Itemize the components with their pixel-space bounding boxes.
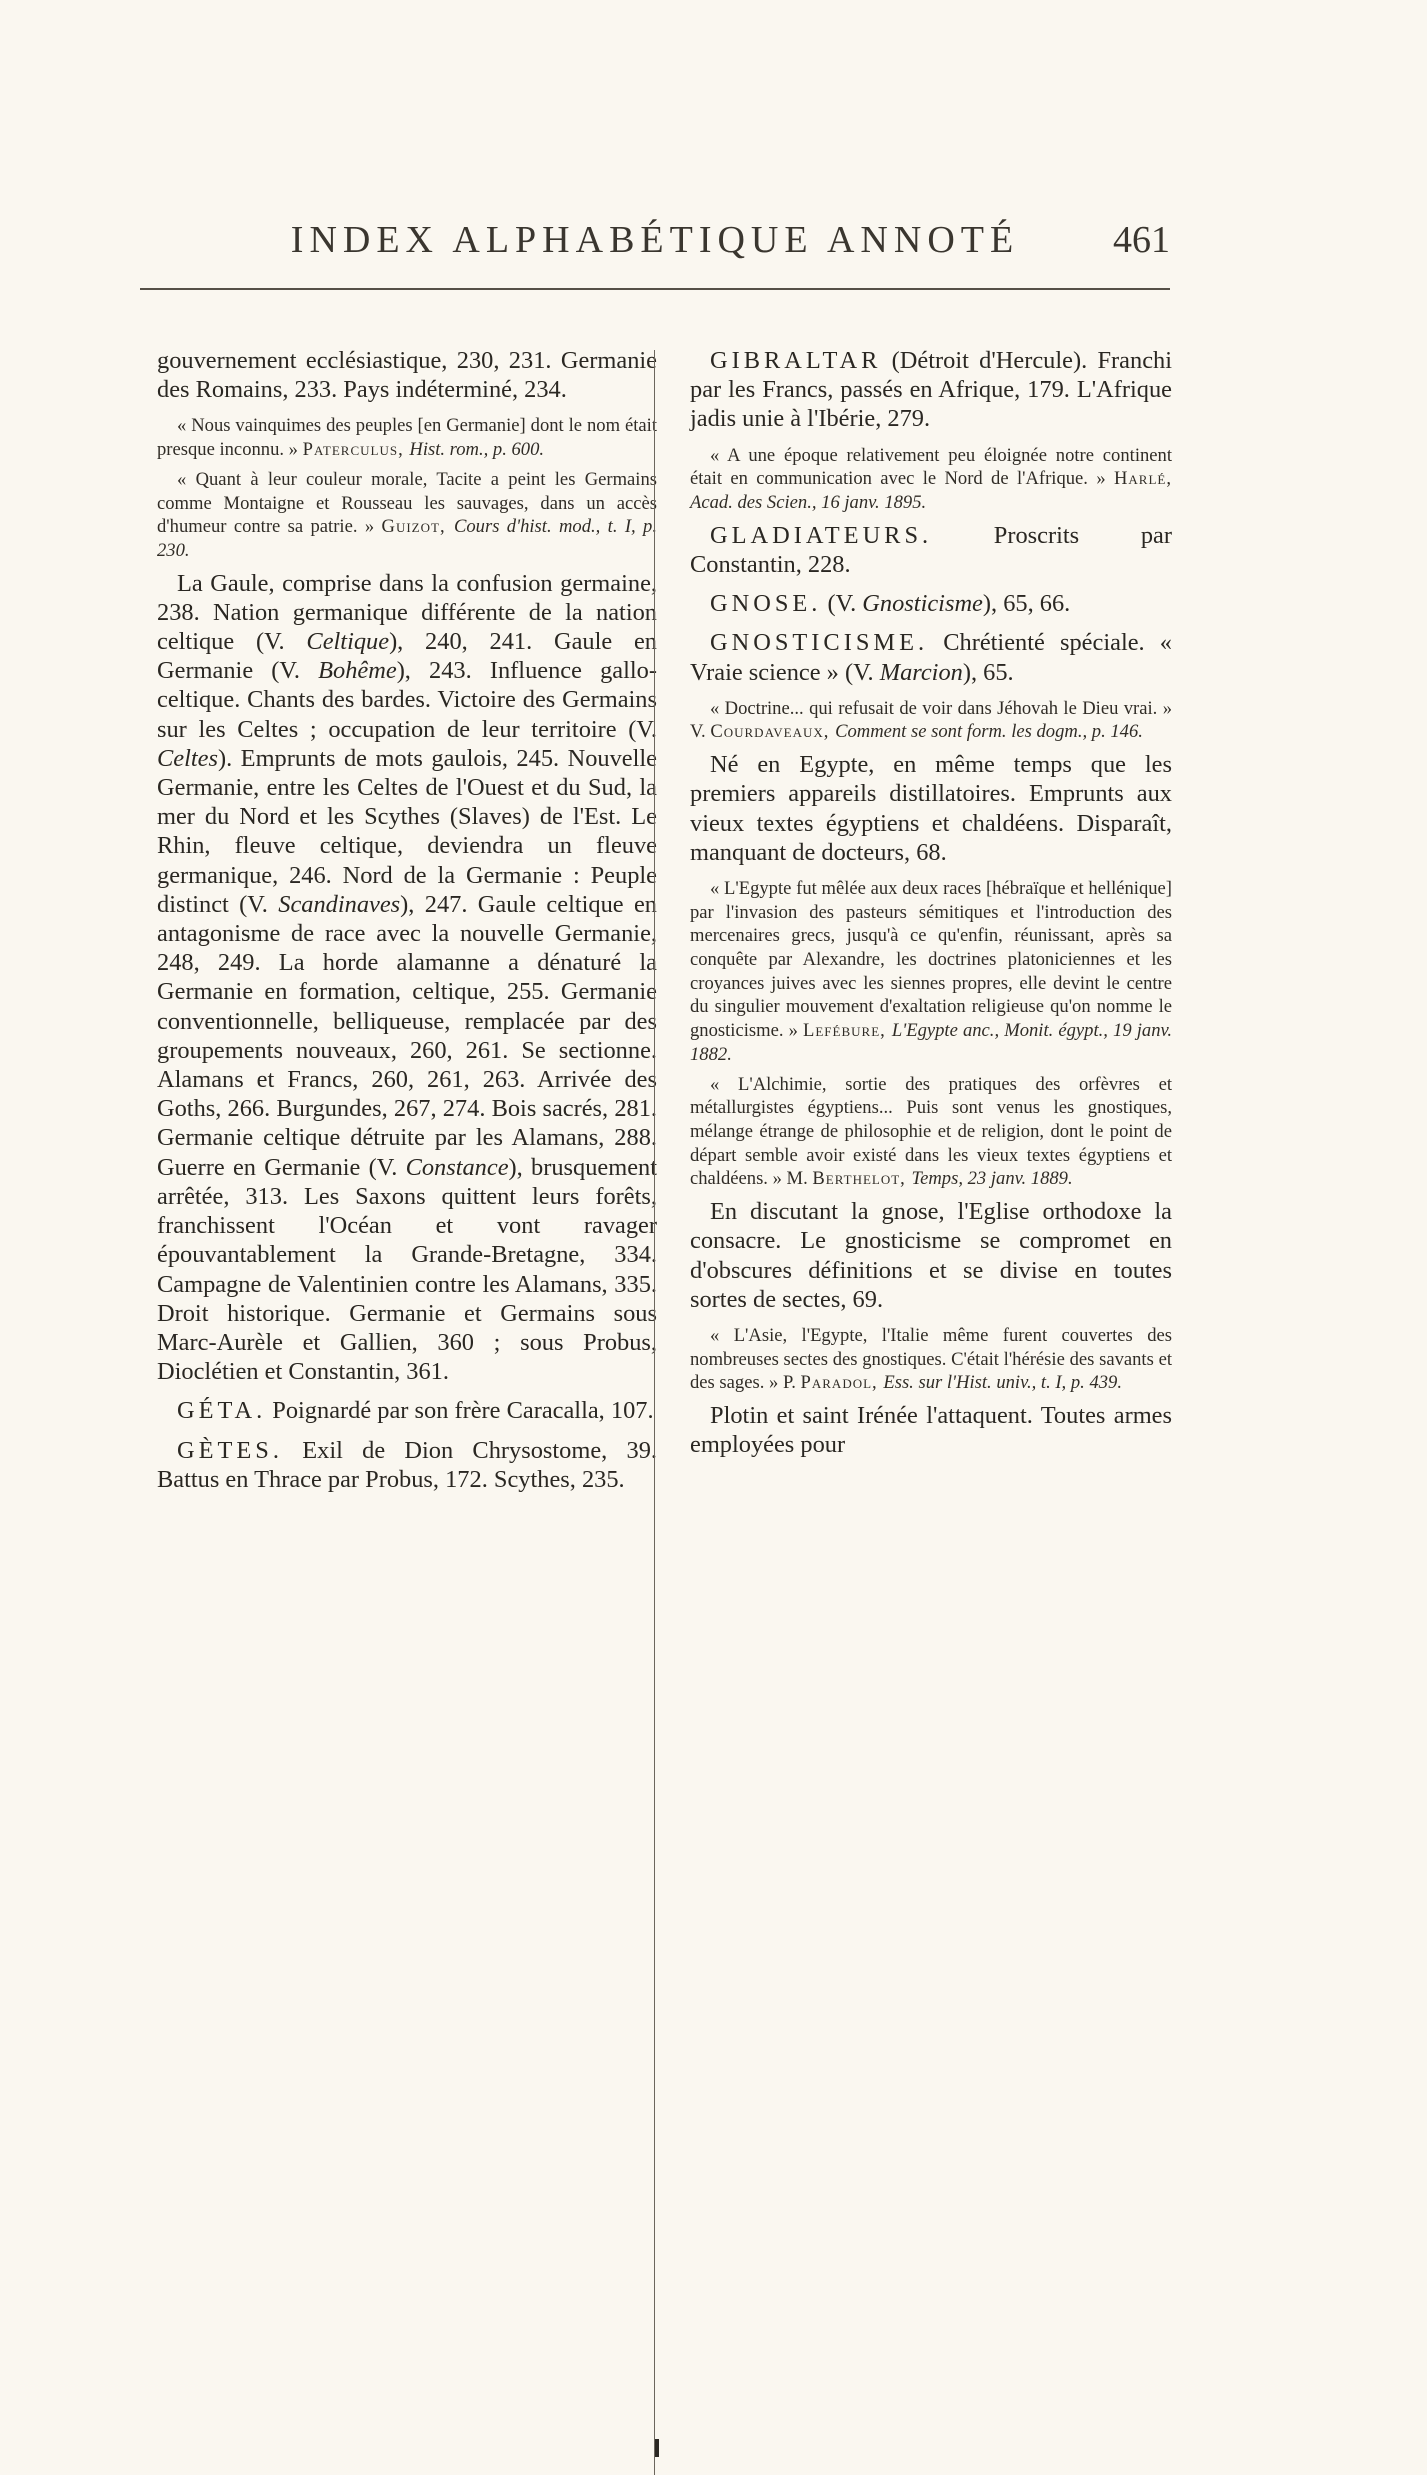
entry-gladiateurs: GLADIATEURS. Proscrits par Constantin, 228. <box>690 521 1172 578</box>
quote-guizot: « Quant à leur couleur morale, Tacite a peint les Germains comme Montaigne et Rousseau les sauvages, dans un accès d'humeur contre sa patrie. » Guizot, Cours d'hist. mod., t. I, p. 230. <box>157 468 657 561</box>
entry-gibraltar: GIBRALTAR (Détroit d'Hercule). Franchi par les Francs, passés en Afrique, 179. L'Afrique jadis unie à l'Ibérie, 279. <box>690 347 1172 433</box>
quote-harle: « A une époque relativement peu éloignée notre continent était en communication avec le Nord de l'Afrique. » Harlé, Acad. des Scien., 16 janv. 1895. <box>690 444 1172 514</box>
entry-germanie-gaule: La Gaule, comprise dans la confusion germaine, 238. Nation germanique différente de la nation celtique (V. Celtique), 240, 241. Gaule en Germanie (V. Bohême), 243. Influence gallo-celtique. Chants des bardes. Victoire des Germains sur les Celtes ; occupation de leur territoire (V. Celtes). Emprunts de mots gaulois, 245. Nouvelle Germanie, entre les Celtes de l'Ouest et du Sud, la mer du Nord et les Scythes (Slaves) de l'Est. Le Rhin, fleuve celtique, deviendra un fleuve germanique, 246. Nord de la Germanie : Peuple distinct (V. Scandinaves), 247. Gaule celtique en antagonisme de race avec la nouvelle Germanie, 248, 249. La horde alamanne a dénaturé la Germanie en formation, celtique, 255. Germanie conventionnelle, belliqueuse, remplacée par des groupements nouveaux, 260, 261. Se sectionne. Alamans et Francs, 260, 261, 263. Arrivée des Goths, 266. Burgundes, 267, 274. Bois sacrés, 281. Germanie celtique détruite par les Alamans, 288. Guerre en Germanie (V. Constance), brusquement arrêtée, 313. Les Saxons quittent leurs forêts, franchissent l'Océan et vont ravager épouvantablement la Grande-Bretagne, 334. Campagne de Valentinien contre les Alamans, 335. Droit historique. Germanie et Germains sous Marc-Aurèle et Gallien, 360 ; sous Probus, Dioclétien et Constantin, 361. <box>157 569 658 1386</box>
entry-gnosticisme-plotin: Plotin et saint Irénée l'attaquent. Toutes armes employées pour <box>690 1402 1172 1459</box>
page-number: 461 <box>1113 219 1170 261</box>
left-column <box>157 346 657 1504</box>
entry-gnosticisme: GNOSTICISME. Chrétienté spéciale. « Vraie science » (V. Marcion), 65. <box>690 629 1172 686</box>
entry-germanie-continued: gouvernement ecclésiastique, 230, 231. Germanie des Romains, 233. Pays indéterminé, 234. <box>157 347 657 404</box>
right-column <box>690 346 1172 1469</box>
entry-getes: GÈTES. Exil de Dion Chrysostome, 39. Battus en Thrace par Probus, 172. Scythes, 235. <box>157 1436 657 1493</box>
quote-courdaveaux: « Doctrine... qui refusait de voir dans Jéhovah le Dieu vrai. » V. Courdaveaux, Comment se sont form. les dogm., p. 146. <box>690 697 1172 743</box>
quote-paradol: « L'Asie, l'Egypte, l'Italie même furent couvertes des nombreuses sectes des gnostiques. C'était l'hérésie des savants et des sages. » P. Paradol, Ess. sur l'Hist. univ., t. I, p. 439. <box>690 1324 1172 1394</box>
quote-berthelot: « L'Alchimie, sortie des pratiques des orfèvres et métallurgistes égyptiens... Puis sont venus les gnostiques, mélange étrange de philosophie et de religion, dont le point de départ semble avoir existé dans les vieux textes égyptiens et chaldéens. » M. Berthelot, Temps, 23 janv. 1889. <box>690 1073 1172 1190</box>
page-header <box>140 218 1170 278</box>
column-divider <box>654 350 655 2475</box>
entry-gnosticisme-eglise: En discutant la gnose, l'Eglise orthodoxe la consacre. Le gnosticisme se compromet en d'obscures définitions et se divise en toutes sortes de sectes, 69. <box>690 1198 1172 1313</box>
header-rule <box>140 288 1170 290</box>
entry-geta: GÉTA. Poignardé par son frère Caracalla, 107. <box>177 1397 654 1425</box>
quote-lefebure: « L'Egypte fut mêlée aux deux races [hébraïque et hellénique] par l'invasion des pasteurs sémitiques et l'introduction des mercenaires grecs, jusqu'à ce qu'enfin, réunissant, après sa conquête par Alexandre, les doctrines platoniciennes et les croyances juives avec les siennes propres, elle devint le centre du singulier mouvement d'exaltation religieuse qu'on nomme le gnosticisme. » Lefébure, L'Egypte anc., Monit. égypt., 19 janv. 1882. <box>690 877 1173 1065</box>
entry-gnosticisme-egypte: Né en Egypte, en même temps que les premiers appareils distillatoires. Emprunts aux vieux textes égyptiens et chaldéens. Disparaît, manquant de docteurs, 68. <box>690 751 1172 866</box>
entry-gnose: GNOSE. (V. Gnosticisme), 65, 66. <box>710 590 1071 618</box>
running-title: INDEX ALPHABÉTIQUE ANNOTÉ <box>290 219 1020 261</box>
quote-paterculus: « Nous vainquimes des peuples [en Germanie] dont le nom était presque inconnu. » Paterculus, Hist. rom., p. 600. <box>157 415 657 461</box>
margin-mark <box>655 2439 659 2457</box>
